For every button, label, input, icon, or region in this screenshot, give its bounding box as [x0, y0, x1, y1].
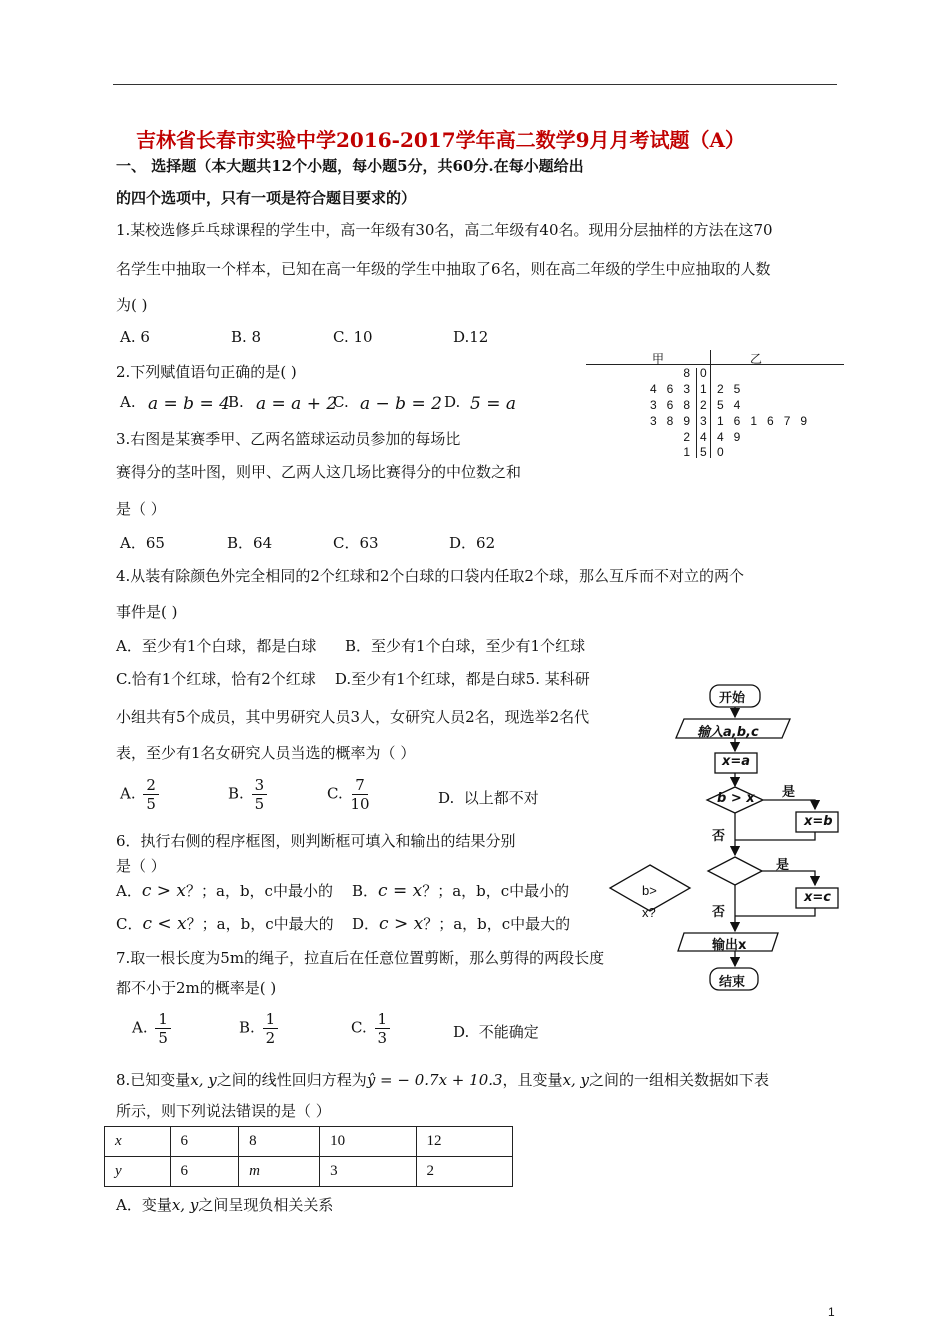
q5-option-d: D. 以上都不对	[438, 789, 539, 807]
q6-option-d: D．c > x？；a，b，c中最大的	[352, 914, 571, 934]
flow-assign-a-label: x=a	[722, 754, 751, 769]
q6-line2: 是（ ）	[116, 857, 166, 875]
q8-data-table	[104, 1126, 513, 1187]
q3-option-b: B．64	[227, 534, 273, 552]
stem-leaf-right-row: 1 6 1 6 7 9	[717, 414, 808, 428]
stem-leaf-left-row: 2	[683, 430, 690, 444]
q7-line1: 7.取一根长度为5m的绳子，拉直后在任意位置剪断，那么剪得的两段长度	[116, 949, 605, 967]
q5-line1: 小组共有5个成员，其中男研究人员3人，女研究人员2名，现选举2名代	[116, 708, 590, 726]
q2-option-b: a = a + 2	[256, 394, 338, 414]
stem-leaf-left-row: 1	[683, 445, 690, 459]
flow-cond1-label: b > x	[717, 791, 755, 806]
stem-leaf-right-row: 2 5	[717, 382, 741, 396]
q3-option-a: A．65	[120, 534, 165, 552]
q8-line2: 所示，则下列说法错误的是（ ）	[116, 1102, 331, 1120]
q3-line2: 赛得分的茎叶图，则甲、乙两人这几场比赛得分的中位数之和	[116, 463, 522, 481]
q8-line1: 8.已知变量x, y之间的线性回归方程为ŷ = − 0.7x + 10.3，且变量x, y之间的一组相关数据如下表	[116, 1071, 770, 1089]
q4-options-ab: A．至少有1个白球，都是白球 B．至少有1个白球，至少有1个红球	[116, 637, 586, 655]
q3-option-d: D．62	[449, 534, 496, 552]
stem-leaf-stem: 2	[700, 398, 707, 412]
flow-output-label: 输出x	[712, 938, 747, 953]
q1-line3: 为( )	[116, 296, 148, 314]
section-heading-line1: 一、 选择题（本大题共12个小题，每小题5分，共60分.在每小题给出	[116, 157, 584, 175]
stem-leaf-left-row: 3 8 9	[649, 414, 690, 428]
q4-line2: 事件是( )	[116, 603, 178, 621]
header-rule	[113, 84, 837, 85]
q4-options-cd: C.恰有1个红球，恰有2个红球 D.至少有1个红球，都是白球5. 某科研	[116, 670, 590, 688]
page-number: 1	[828, 1305, 835, 1319]
q6-line1: 6．执行右侧的程序框图，则判断框可填入和输出的结果分别	[116, 832, 516, 850]
q2-stem: 2.下列赋值语句正确的是( )	[116, 363, 297, 381]
q5-option-c	[327, 776, 373, 813]
stem-leaf-left-row: 8	[683, 366, 690, 380]
section-heading-line2: 的四个选项中，只有一项是符合题目要求的）	[116, 189, 417, 207]
q7-option-b: B. $\frac{1}{2}$	[239, 1010, 281, 1047]
table-cell: y	[105, 1157, 171, 1187]
flow-yes2-label: 是	[776, 858, 790, 873]
q1-option-d: D.12	[453, 328, 489, 346]
flow-start-label: 开始	[719, 691, 746, 706]
q2-option-c-label: C.	[333, 393, 349, 411]
table-cell: 6	[170, 1157, 239, 1187]
table-cell: 3	[320, 1157, 416, 1187]
q1-option-c: C. 10	[333, 328, 373, 346]
table-cell: m	[239, 1157, 320, 1187]
q5-option-a-fraction: $\frac{2}{5}$	[143, 776, 159, 813]
q2-option-c: a − b = 2	[360, 394, 442, 414]
q5-option-a	[120, 776, 162, 813]
q7-option-a: A. $\frac{1}{5}$	[132, 1010, 174, 1047]
q8-option-a: A．变量x, y之间呈现负相关关系	[116, 1196, 334, 1214]
q2-option-d: 5 = a	[470, 394, 517, 414]
q3-line1: 3.右图是某赛季甲、乙两名篮球运动员参加的每场比	[116, 430, 461, 448]
stem-leaf-left-head: 甲	[652, 352, 665, 366]
stem-leaf-stem: 3	[700, 414, 707, 428]
q1-option-b: B. 8	[231, 328, 262, 346]
table-cell: 12	[416, 1127, 512, 1157]
flow-yes1-label: 是	[782, 785, 796, 800]
q1-line2: 名学生中抽取一个样本，已知在高一年级的学生中抽取了6名，则在高二年级的学生中应抽取的人数	[116, 260, 771, 278]
table-row	[105, 1157, 513, 1187]
q5-option-b-label: B.	[228, 784, 244, 803]
table-cell: x	[105, 1127, 171, 1157]
q7-option-c-fraction: $\frac{1}{3}$	[375, 1010, 391, 1047]
table-cell: 10	[320, 1127, 416, 1157]
q6-option-b: B．c = x？；a，b，c中最小的	[352, 881, 570, 901]
q7-option-d: D. 不能确定	[453, 1023, 539, 1041]
stem-leaf-right-row: 4 9	[717, 430, 741, 444]
flow-assign-b-label: x=b	[804, 814, 833, 829]
q1-option-a: A. 6	[120, 328, 150, 346]
flow-side-diamond-label: b>x?	[642, 883, 657, 920]
flow-assign-c-label: x=c	[804, 890, 831, 905]
q3-line3: 是（ ）	[116, 500, 166, 518]
table-cell: 8	[239, 1127, 320, 1157]
q8-equation: ŷ = − 0.7x + 10.3	[366, 1071, 503, 1089]
q3-option-c: C．63	[333, 534, 379, 552]
flow-end-label: 结束	[719, 975, 746, 990]
stem-leaf-stem: 1	[700, 382, 707, 396]
flow-cond2	[708, 857, 762, 885]
q5-option-c-label: C.	[327, 784, 343, 803]
q5-option-b	[228, 776, 270, 813]
stem-leaf-left-row: 4 6 3	[649, 382, 690, 396]
q5-option-c-fraction: $\frac{7}{10}$	[350, 776, 370, 813]
stem-leaf-right-row: 0	[717, 445, 724, 459]
q4-line1: 4.从装有除颜色外完全相同的2个红球和2个白球的口袋内任取2个球，那么互斥而不对立的两个	[116, 567, 744, 585]
q5-line2: 表，至少有1名女研究人员当选的概率为（ ）	[116, 744, 416, 762]
q7-option-a-fraction: $\frac{1}{5}$	[155, 1010, 171, 1047]
q7-option-c: C. $\frac{1}{3}$	[351, 1010, 393, 1047]
stem-leaf-stem: 5	[700, 445, 707, 459]
q2-option-a: a = b = 4	[148, 394, 230, 414]
page-title: 吉林省长春市实验中学2016-2017学年高二数学9月月考试题（A）	[136, 128, 746, 152]
q5-option-b-fraction: $\frac{3}{5}$	[252, 776, 268, 813]
stem-leaf-left-row: 3 6 8	[649, 398, 690, 412]
stem-leaf-plot	[586, 350, 848, 460]
flow-input-label: 输入a,b,c	[697, 725, 759, 740]
stem-leaf-right-row: 5 4	[717, 398, 741, 412]
q2-option-a-label: A.	[120, 393, 136, 411]
stem-leaf-right-head: 乙	[750, 352, 763, 366]
q2-option-b-label: B.	[228, 393, 244, 411]
flow-no1-label: 否	[712, 829, 726, 844]
table-cell: 2	[416, 1157, 512, 1187]
q5-option-a-label: A.	[120, 784, 136, 803]
flow-no2-label: 否	[712, 905, 726, 920]
q2-option-d-label: D.	[444, 393, 461, 411]
q6-option-c: C．c < x？；a，b，c中最大的	[116, 914, 334, 934]
q1-line1: 1.某校选修乒乓球课程的学生中，高一年级有30名，高二年级有40名。现用分层抽样的方法在这70	[116, 221, 773, 239]
table-row	[105, 1127, 513, 1157]
q7-option-b-fraction: $\frac{1}{2}$	[263, 1010, 279, 1047]
table-cell: 6	[170, 1127, 239, 1157]
stem-leaf-stem: 0	[700, 366, 707, 380]
stem-leaf-stem: 4	[700, 430, 707, 444]
q6-option-a: A．c > x？；a，b，c中最小的	[116, 881, 333, 901]
q7-line2: 都不小于2m的概率是( )	[116, 979, 277, 997]
